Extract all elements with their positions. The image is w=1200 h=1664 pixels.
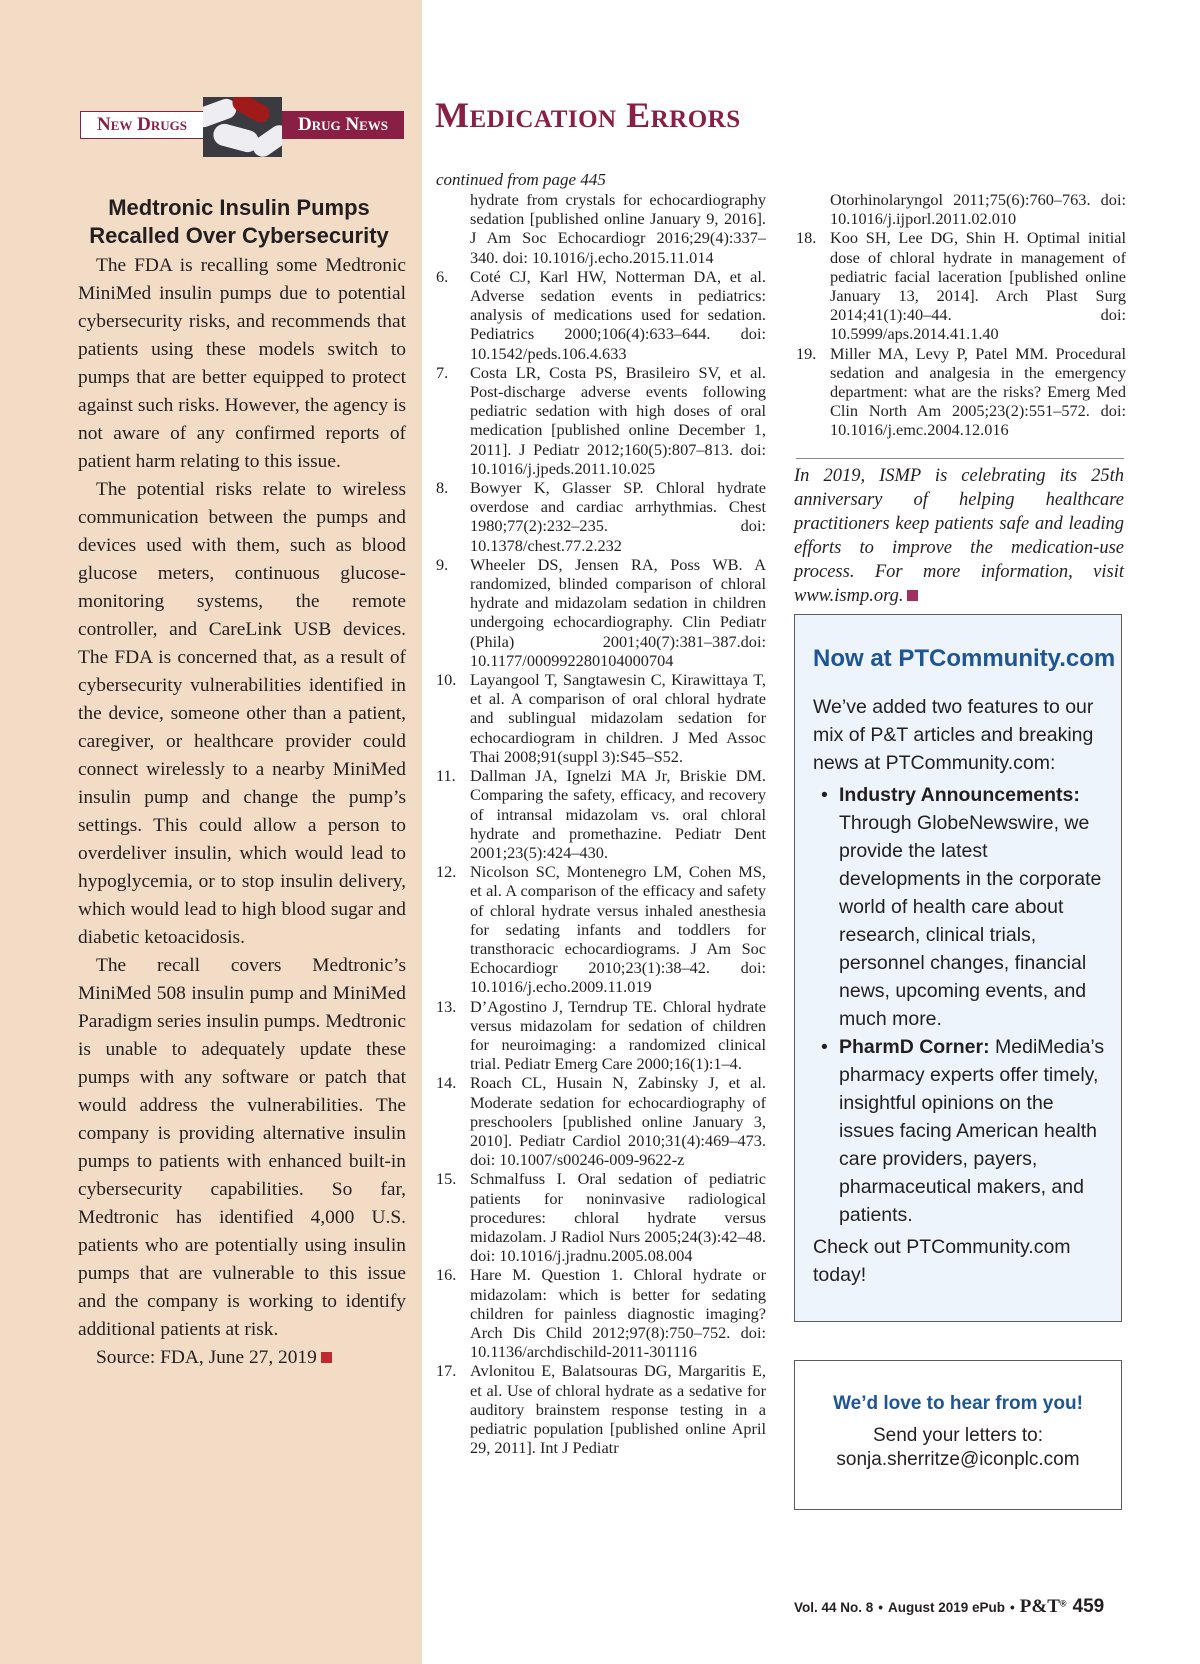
reference-item — [436, 766, 766, 862]
footer-reg-mark: ® — [1059, 1598, 1067, 1609]
bullet-icon: • — [821, 1036, 828, 1058]
reference-text: Dallman JA, Ignelzi MA Jr, Briskie DM. Comparing the safety, efficacy, and recovery of intransal midazolam vs. oral chloral hydrate and promethazine. Pediatr Dent 2001;23(5):424–430. — [470, 766, 766, 862]
reference-item — [436, 1361, 766, 1457]
page-number: 459 — [1072, 1596, 1105, 1617]
continued-note: continued from page 445 — [436, 170, 606, 189]
promo-list-item — [813, 1033, 1105, 1229]
reference-item — [796, 190, 1126, 228]
letters-line: Send your letters to: — [872, 1425, 1044, 1446]
reference-text: Coté CJ, Karl HW, Notterman DA, et al. Adverse sedation events in pediatrics: analysis of medications used for sedation. Pediatrics 2000;106(4):633–644. doi: 10.1542/peds.106.4.633 — [470, 266, 766, 363]
reference-text: Otorhinolaryngol 2011;75(6):760–763. doi: 10.1016/j.ijporl.2011.02.010 — [830, 190, 1126, 229]
reference-text: Costa LR, Costa PS, Brasileiro SV, et al. Post-discharge adverse events following pediatric sedation with high doses of oral medication [published online December 1, 2011]. J Pediatr 2012;160(5):807–813. doi: 10.1016/j.jpeds.2011.10.025 — [470, 362, 766, 478]
ismp-note-text: In 2019, ISMP is celebrating its 25th anniversary of helping healthcare practitioners keep patients safe and leading efforts to improve the medication-use process. For more information, visit www.ismp.org. — [794, 466, 1124, 606]
reference-item — [796, 344, 1126, 440]
new-drugs-tag: New Drugs — [80, 111, 204, 139]
promo-intro: We’ve added two features to our mix of P&T articles and breaking news at PTCommunity.com: — [813, 696, 1094, 774]
reference-item — [436, 997, 766, 1074]
promo-body — [813, 693, 1105, 1289]
reference-text: Miller MA, Levy P, Patel MM. Procedural sedation and analgesia in the emergency department: what are the risks? Emerg Med Clin North Am 2005;23(2):551–572. doi: 10.1016/j.emc.2004.12.016 — [830, 343, 1126, 440]
promo-item-text: Through GlobeNewswire, we provide the latest developments in the corporate world of health care about research, clinical trials, personnel changes, financial news, upcoming events, and much more. — [839, 812, 1102, 1030]
footer-date: August 2019 ePub — [888, 1600, 1006, 1615]
reference-text: Wheeler DS, Jensen RA, Poss WB. A randomized, blinded comparison of chloral hydrate and midazolam sedation in children undergoing echocardiography. Clin Pediatr (Phila) 2001;40(7):381–387.doi: 10.1177/000992280104000704 — [470, 554, 766, 670]
section-banner — [80, 97, 402, 157]
reference-item — [436, 670, 766, 766]
promo-item-label: PharmD Corner: — [839, 1036, 990, 1058]
page-footer — [794, 1596, 1124, 1618]
reference-item — [436, 1073, 766, 1169]
section-title: Medication Errors — [435, 95, 741, 135]
article-source — [78, 1344, 406, 1372]
reference-number: 12. — [436, 862, 457, 882]
reference-number: 14. — [436, 1073, 457, 1093]
reference-number: 15. — [436, 1169, 457, 1189]
reference-text: Bowyer K, Glasser SP. Chloral hydrate overdose and cardiac arrhythmias. Chest 1980;77(2):232–235. doi: 10.1378/chest.77.2.232 — [470, 478, 766, 555]
reference-number — [796, 190, 830, 228]
end-mark-icon — [907, 590, 918, 601]
reference-number: 13. — [436, 996, 457, 1016]
letters-box — [794, 1360, 1122, 1510]
reference-item — [436, 1265, 766, 1361]
reference-number — [436, 190, 470, 267]
pills-photo — [203, 97, 282, 157]
ismp-note — [794, 464, 1124, 608]
reference-item — [436, 555, 766, 670]
reference-number: 11. — [436, 766, 456, 786]
reference-text: Avlonitou E, Balatsouras DG, Margaritis E, et al. Use of chloral hydrate as a sedative for auditory brainstem response testing in a pediatric population [published online April 29, 2011]. Int J Pediatr — [470, 1361, 766, 1458]
promo-item-text: MediMedia’s pharmacy experts offer timely, insightful opinions on the issues facing American health care providers, payers, pharmaceutical makers, and patients. — [839, 1036, 1105, 1226]
footer-brand: P&T — [1019, 1596, 1060, 1617]
reference-number: 9. — [436, 554, 449, 574]
article-headline: Medtronic Insulin Pumps Recalled Over Cybersecurity — [89, 195, 389, 248]
article-paragraph: The recall covers Medtronic’s MiniMed 508 insulin pump and MiniMed Paradigm series insulin pumps. Medtronic is unable to adequately update these pumps with any software or patch that would address the vulnerabilities. The company is providing alternative insulin pumps to patients with enhanced built-in cybersecurity capabilities. So far, Medtronic has identified 4,000 U.S. patients who are potentially using insulin pumps that are vulnerable to this issue and the company is working to identify additional patients at risk. — [78, 955, 406, 1340]
reference-text: Hare M. Question 1. Chloral hydrate or midazolam: which is better for sedating children for painless diagnostic imaging? Arch Dis Child 2012;97(8):750–752. doi: 10.1136/archdischild-2011-301116 — [470, 1265, 766, 1362]
reference-number: 19. — [796, 343, 817, 363]
divider — [796, 458, 1124, 459]
reference-item — [436, 862, 766, 996]
promo-title[interactable]: Now at PTCommunity.com — [813, 645, 1116, 672]
promo-list — [813, 781, 1105, 1229]
promo-list-item — [813, 781, 1105, 1033]
footer-separator: • — [878, 1600, 884, 1615]
reference-text: D’Agostino J, Terndrup TE. Chloral hydrate versus midazolam for sedation of children for neuroimaging: a randomized clinical trial. Pediatr Emerg Care 2000;16(1):1–4. — [470, 996, 766, 1074]
reference-text: hydrate from crystals for echocardiography sedation [published online January 9, 2016]. J Am Soc Echocardiogr 2016;29(4):337–340. doi: 10.1016/j.echo.2015.11.014 — [470, 190, 766, 267]
letters-email-link[interactable]: sonja.sherritze@iconplc.com — [836, 1449, 1080, 1470]
reference-item — [436, 363, 766, 478]
article-paragraph: The potential risks relate to wireless communication between the pumps and devices used with them, such as blood glucose meters, continuous glucose-monitoring systems, the remote controller, and CareLink USB devices. The FDA is concerned that, as a result of cybersecurity vulnerabilities identified in the device, someone other than a patient, caregiver, or healthcare provider could connect wirelessly to a nearby MiniMed insulin pump and change the pump’s settings. This could allow a person to overdeliver insulin, which would lead to hypoglycemia, or to stop insulin delivery, which would lead to high blood sugar and diabetic ketoacidosis. — [78, 479, 406, 948]
letters-title: We’d love to hear from you! — [833, 1393, 1083, 1414]
reference-text: Layangool T, Sangtawesin C, Kirawittaya T, et al. A comparison of oral chloral hydrate and sublingual midazolam sedation for echocardiogram in children. J Med Assoc Thai 2008;91(suppl 3):S45–S52. — [470, 670, 766, 766]
reference-item — [436, 478, 766, 555]
reference-number: 17. — [436, 1361, 457, 1381]
reference-number: 7. — [436, 362, 449, 382]
reference-number: 8. — [436, 478, 449, 498]
article-paragraph: The FDA is recalling some Medtronic MiniMed insulin pumps due to potential cybersecurity risks, and recommends that patients using these models switch to pumps that are better equipped to protect against such risks. However, the agency is not aware of any confirmed reports of patient harm relating to this issue. — [78, 255, 406, 472]
bullet-icon: • — [821, 784, 828, 806]
source-text: Source: FDA, June 27, 2019 — [96, 1347, 317, 1368]
references-column-1 — [436, 190, 766, 1457]
references-column-2 — [796, 190, 1126, 440]
article-body — [78, 252, 406, 1372]
footer-separator: • — [1010, 1600, 1015, 1615]
reference-item — [436, 190, 766, 267]
drug-news-tag: Drug News — [282, 111, 404, 139]
promo-box — [794, 614, 1122, 1322]
reference-text: Roach CL, Husain N, Zabinsky J, et al. Moderate sedation for echocardiography of preschoolers [published online January 3, 2010]. Pediatr Cardiol 2010;31(4):469–473. doi: 10.1007/s00246-009-9622-z — [470, 1073, 766, 1170]
reference-number: 6. — [436, 266, 449, 286]
footer-volume: Vol. 44 No. 8 — [794, 1600, 874, 1615]
reference-number: 16. — [436, 1265, 457, 1285]
end-mark-icon — [321, 1352, 332, 1363]
reference-item — [436, 267, 766, 363]
reference-number: 18. — [796, 228, 817, 248]
reference-item — [436, 1169, 766, 1265]
reference-text: Nicolson SC, Montenegro LM, Cohen MS, et al. A comparison of the efficacy and safety of chloral hydrate versus inhaled anesthesia for sedating infants and toddlers for transthoracic echocardiograms. J Am Soc Echocardiogr 2010;23(1):38–42. doi: 10.1016/j.echo.2009.11.019 — [470, 862, 766, 997]
reference-text: Schmalfuss I. Oral sedation of pediatric patients for noninvasive radiological procedures: chloral hydrate versus midazolam. J Radiol Nurs 2005;24(3):42–48. doi: 10.1016/j.jradnu.2005.08.004 — [470, 1169, 766, 1266]
promo-outro: Check out PTCommunity.com today! — [813, 1236, 1071, 1286]
reference-number: 10. — [436, 670, 457, 690]
reference-text: Koo SH, Lee DG, Shin H. Optimal initial dose of chloral hydrate in management of pediatric facial laceration [published online January 13, 2014]. Arch Plast Surg 2014;41(1):40–44. doi: 10.5999/aps.2014.41.1.40 — [830, 228, 1126, 344]
reference-item — [796, 228, 1126, 343]
promo-item-label: Industry Announcements: — [839, 784, 1080, 806]
